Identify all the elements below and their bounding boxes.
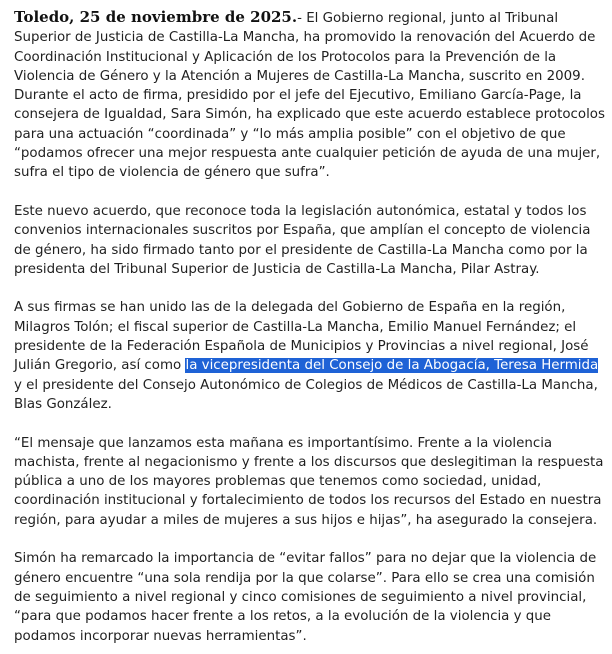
paragraph-1 bbox=[14, 8, 606, 183]
paragraph-4: “El mensaje que lanzamos esta mañana es importantísimo. Frente a la violencia machista, frente al negacionismo y frente a los discursos que deslegitiman la respuesta pública a uno de los mayores problemas que tenemos como sociedad, unidad, coordinación institucional y fortalecimiento de todos los recursos del Estado en nuestra región, para ayudar a miles de mujeres a sus hijos e hijas”, ha asegurado la consejera. bbox=[14, 435, 604, 528]
selected-text[interactable]: la vicepresidenta del Consejo de la Abogacía, Teresa Hermida bbox=[185, 358, 599, 374]
paragraph-2: Este nuevo acuerdo, que reconoce toda la legislación autonómica, estatal y todos los convenios internacionales suscritos por España, que amplían el concepto de violencia de género, ha sido firmado tanto por el presidente de Castilla-La Mancha como por la presidenta del Tribunal Superior de Justicia de Castilla-La Mancha, Pilar Astray. bbox=[14, 203, 591, 277]
paragraph-3 bbox=[14, 298, 606, 414]
paragraph-1-text: - El Gobierno regional, junto al Tribunal Superior de Justicia de Castilla-La Mancha, ha promovido la renovación del Acuerdo de Coordinación Institucional y Aplicación de los Protocolos para la Prevención de la Violencia de Género y la Atención a Mujeres de Castilla-La Mancha, suscrito en 2009. bbox=[14, 11, 596, 84]
paragraph-3-before: A sus firmas se han unido las de la delegada del Gobierno de España en la región, Milagros Tolón; el fiscal superior de Castilla-La Mancha, Emilio Manuel Fernández; el presidente de la Federación Española de Municipios y Provincias a nivel regional, José Julián Gregorio, así como bbox=[14, 300, 589, 374]
dateline: Toledo, 25 de noviembre de 2025. bbox=[14, 8, 298, 26]
paragraph-5: Simón ha remarcado la importancia de “evitar fallos” para no dejar que la violencia de género encuentre “una sola rendija por la que colarse”. Para ello se crea una comisión de seguimiento a nivel regional y cinco comisiones de seguimiento a nivel provincial, “para que podamos hacer frente a los retos, a la evolución de la violencia y que podamos incorporar nuevas herramientas”. bbox=[14, 551, 597, 644]
article-body bbox=[14, 8, 606, 646]
paragraph-3-after: y el presidente del Consejo Autonómico de Colegios de Médicos de Castilla-La Mancha, Blas González. bbox=[14, 377, 598, 412]
paragraph-1-continuation: Durante el acto de firma, presidido por el jefe del Ejecutivo, Emiliano García-Page, la consejera de Igualdad, Sara Simón, ha explicado que este acuerdo establece protocolos para una actuación “coordinada” y “lo más amplia posible” con el objetivo de que “podamos ofrecer una mejor respuesta ante cualquier petición de ayuda de una mujer, sufra el tipo de violencia de género que sufra”. bbox=[14, 88, 605, 181]
